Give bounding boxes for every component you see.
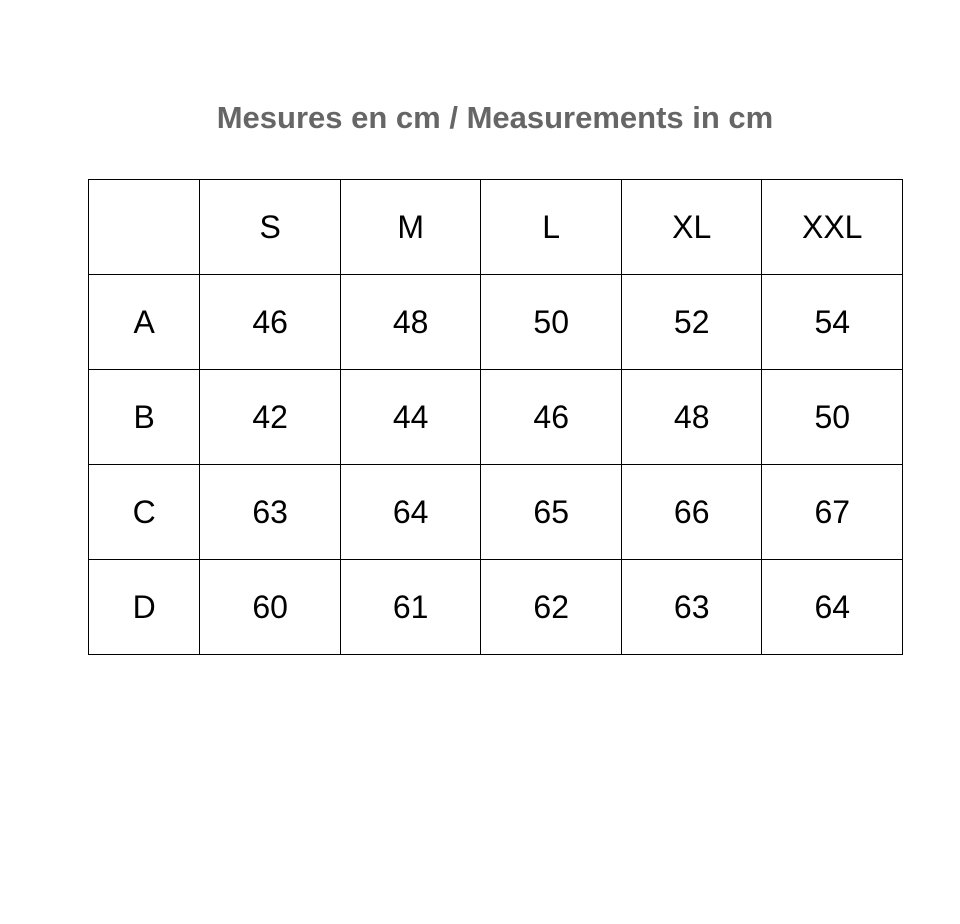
table-cell: 52 bbox=[621, 275, 762, 370]
table-cell: 54 bbox=[762, 275, 903, 370]
table-cell: 46 bbox=[200, 275, 341, 370]
table-cell: 48 bbox=[621, 370, 762, 465]
table-cell: 44 bbox=[340, 370, 481, 465]
table-row bbox=[89, 465, 903, 560]
table-row bbox=[89, 370, 903, 465]
table-cell: 60 bbox=[200, 560, 341, 655]
table-cell: 67 bbox=[762, 465, 903, 560]
column-header-s: S bbox=[200, 180, 341, 275]
page-title: Mesures en cm / Measurements in cm bbox=[216, 100, 774, 135]
table-row bbox=[89, 275, 903, 370]
row-header: D bbox=[89, 560, 200, 655]
table-cell: 42 bbox=[200, 370, 341, 465]
table-cell: 65 bbox=[481, 465, 622, 560]
column-header-m: M bbox=[340, 180, 481, 275]
table-cell: 62 bbox=[481, 560, 622, 655]
table-cell: 63 bbox=[621, 560, 762, 655]
table-cell: 63 bbox=[200, 465, 341, 560]
table-cell: 50 bbox=[481, 275, 622, 370]
row-header: C bbox=[89, 465, 200, 560]
size-chart-table bbox=[88, 179, 903, 655]
column-header-xxl: XXL bbox=[762, 180, 903, 275]
table-cell: 66 bbox=[621, 465, 762, 560]
row-header: A bbox=[89, 275, 200, 370]
table-header-row bbox=[89, 180, 903, 275]
table-row bbox=[89, 560, 903, 655]
table-cell: 46 bbox=[481, 370, 622, 465]
table-cell: 64 bbox=[340, 465, 481, 560]
table-cell: 64 bbox=[762, 560, 903, 655]
corner-cell bbox=[89, 180, 200, 275]
column-header-xl: XL bbox=[621, 180, 762, 275]
row-header: B bbox=[89, 370, 200, 465]
column-header-l: L bbox=[481, 180, 622, 275]
table-cell: 48 bbox=[340, 275, 481, 370]
table-cell: 50 bbox=[762, 370, 903, 465]
table-cell: 61 bbox=[340, 560, 481, 655]
